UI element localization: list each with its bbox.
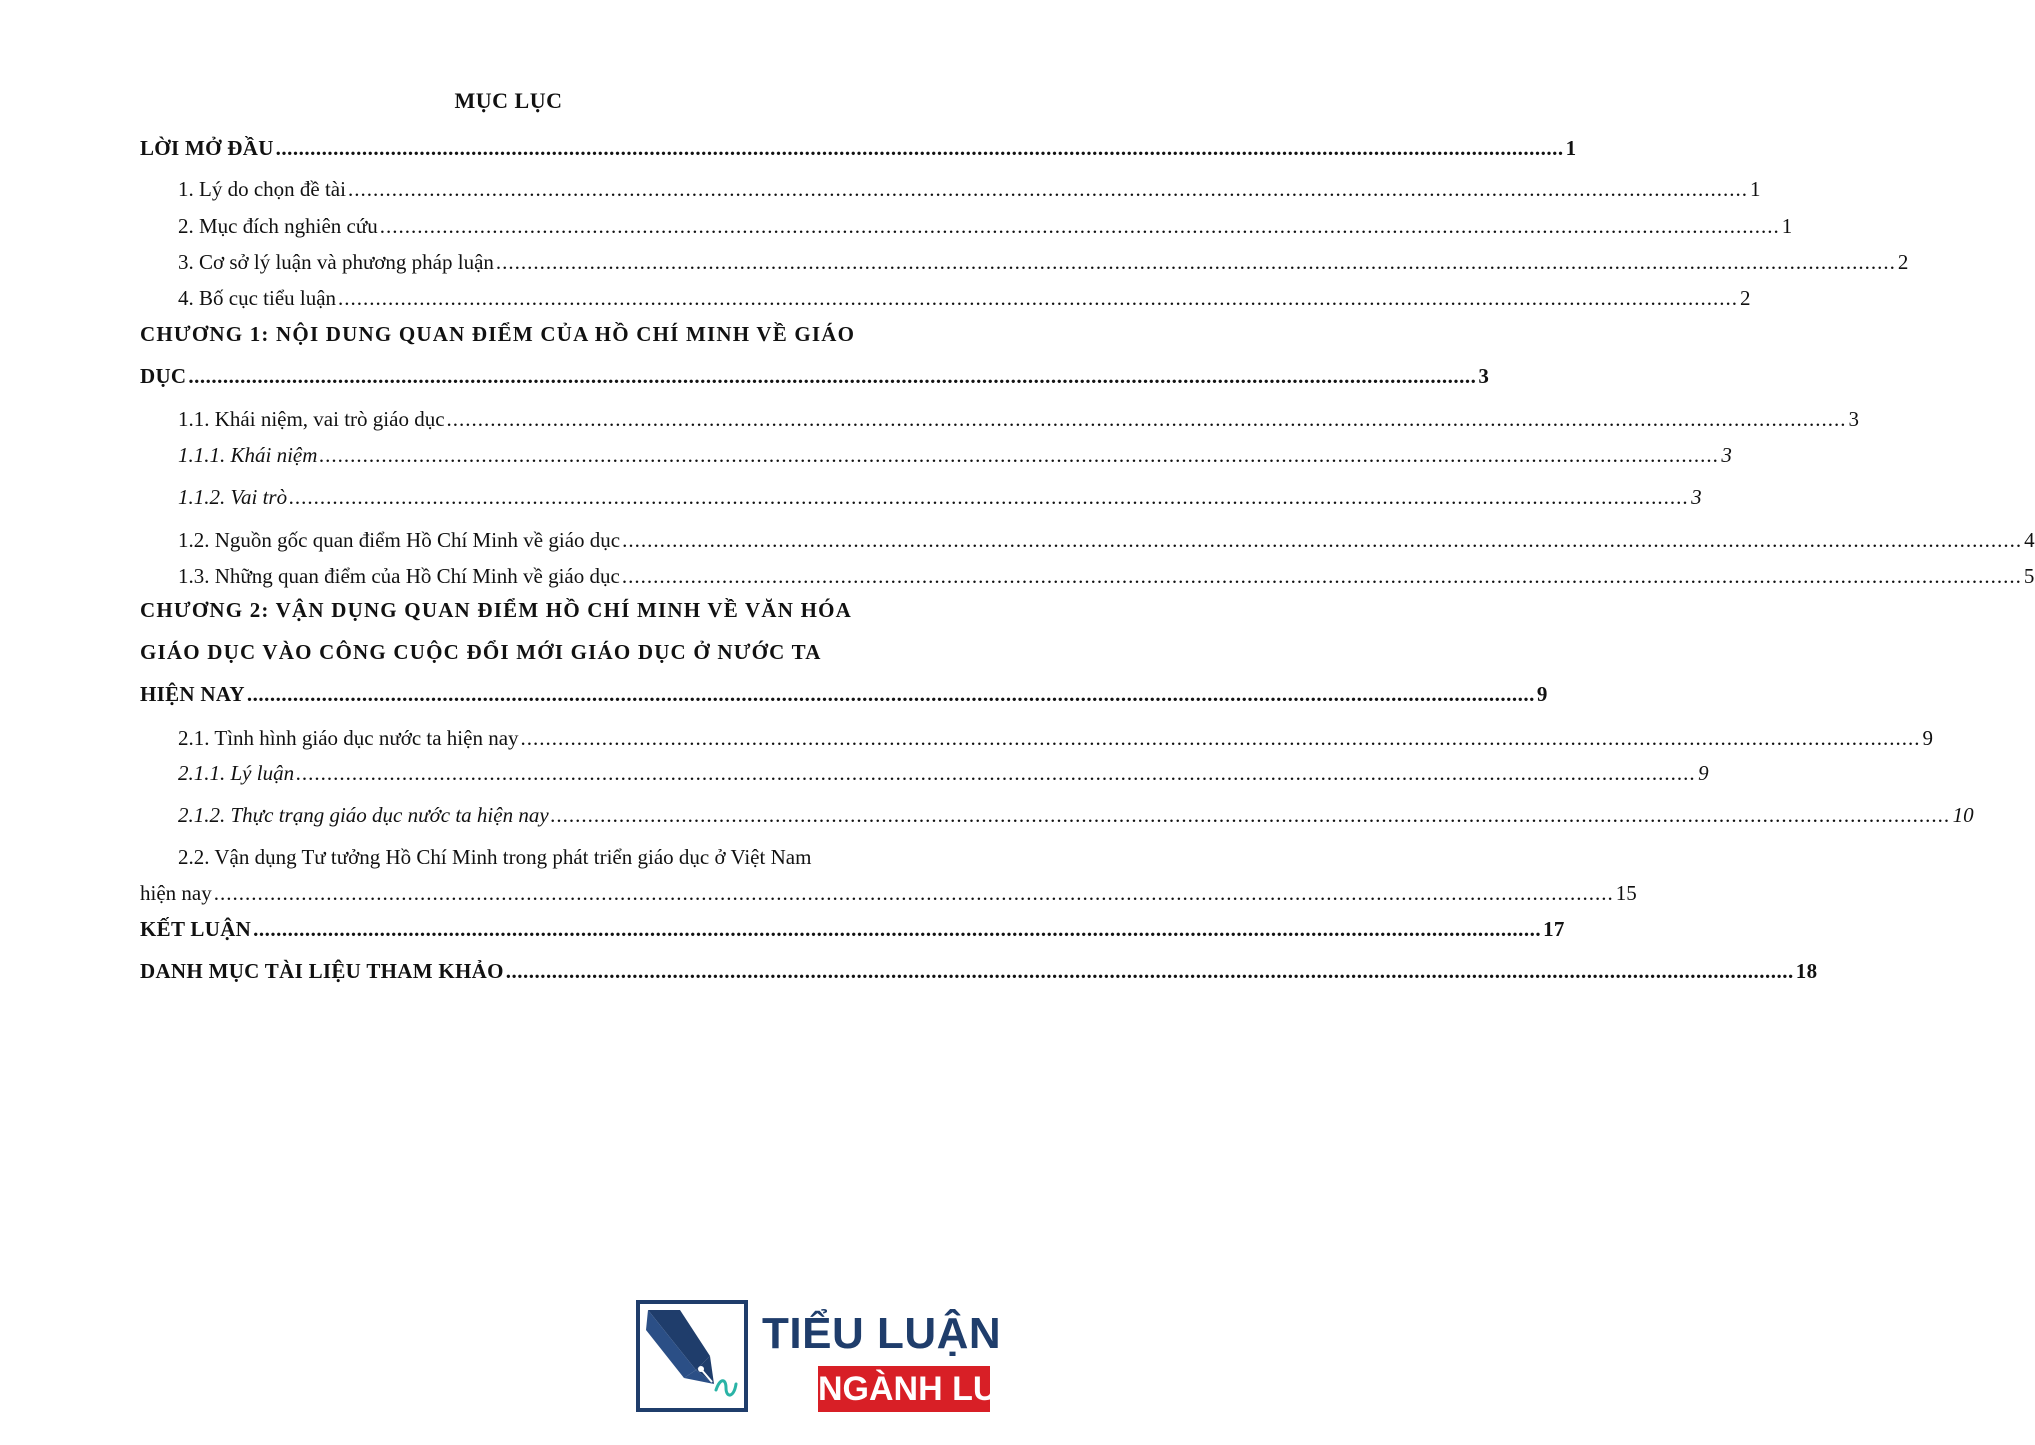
toc-leader-dots	[247, 680, 1535, 708]
toc-entry-text: 1.2. Nguồn gốc quan điểm Hồ Chí Minh về giáo dục	[178, 528, 621, 552]
toc-entry-2-1-2[interactable]	[178, 801, 1974, 829]
toc-entry-1[interactable]	[178, 175, 1761, 203]
toc-leader-dots	[289, 483, 1689, 511]
toc-entry-2[interactable]	[178, 212, 1793, 240]
toc-page-number: 15	[1615, 881, 1637, 905]
toc-entry-text: LỜI MỞ ĐẦU	[140, 136, 274, 160]
toc-entry-text: 2.1.2. Thực trạng giáo dục nước ta hiện nay	[178, 803, 549, 827]
toc-page-number: 3	[1721, 443, 1732, 467]
toc-leader-dots	[380, 212, 1780, 240]
toc-page-number: 9	[1698, 761, 1709, 785]
toc-entry-1-2[interactable]	[178, 526, 2035, 554]
logo-top-text: TIỂU LUẬN	[762, 1309, 1002, 1358]
toc-leader-dots	[319, 441, 1719, 469]
toc-entry-text: 1.1. Khái niệm, vai trò giáo dục	[178, 407, 445, 431]
toc-page-number: 2	[1740, 286, 1751, 310]
toc-leader-dots	[253, 915, 1541, 943]
toc-page-number: 1	[1565, 136, 1577, 160]
toc-entry-3[interactable]	[178, 248, 1909, 276]
toc-entry-2-1[interactable]	[178, 724, 1934, 752]
toc-entry-text: 3. Cơ sở lý luận và phương pháp luận	[178, 250, 494, 274]
toc-page-number: 3	[1691, 485, 1702, 509]
page-title: MỤC LỤC	[454, 88, 563, 113]
toc-leader-dots	[521, 724, 1921, 752]
toc-entry-text: 2.1. Tình hình giáo dục nước ta hiện nay	[178, 726, 519, 750]
toc-leader-dots	[622, 562, 2022, 590]
toc-entry-text: DANH MỤC TÀI LIỆU THAM KHẢO	[140, 959, 504, 983]
toc-chapter-2-line2[interactable]: GIÁO DỤC VÀO CÔNG CUỘC ĐỔI MỚI GIÁO DỤC Ở NƯỚC TA	[140, 640, 822, 664]
toc-entry-2-2[interactable]	[140, 879, 1637, 907]
toc-leader-dots	[214, 879, 1614, 907]
toc-entry-1-1[interactable]	[178, 405, 1860, 433]
toc-page-number: 1	[1781, 214, 1793, 238]
toc-chapter-2-line1[interactable]: CHƯƠNG 2: VẬN DỤNG QUAN ĐIỂM HỒ CHÍ MINH VỀ VĂN HÓA	[140, 598, 853, 622]
toc-entry-chapter-2[interactable]	[140, 680, 1548, 708]
toc-entry-chapter-1[interactable]	[140, 362, 1490, 390]
toc-entry-text: DỤC	[140, 364, 187, 388]
toc-entry-2-1-1[interactable]	[178, 759, 1709, 787]
toc-entry-4[interactable]	[178, 284, 1751, 312]
toc-leader-dots	[551, 801, 1951, 829]
toc-entry-text: hiện nay	[140, 881, 212, 905]
toc-leader-dots	[496, 248, 1896, 276]
toc-entry-text: 1. Lý do chọn đề tài	[178, 177, 346, 201]
toc-leader-dots	[338, 284, 1738, 312]
brand-logo	[636, 1300, 1043, 1418]
toc-page-number: 5	[2023, 564, 2035, 588]
logo-bottom-text: NGÀNH LUẬT	[818, 1366, 990, 1412]
toc-leader-dots	[348, 175, 1748, 203]
toc-page-number: 4	[2024, 528, 2035, 552]
toc-entry-intro[interactable]	[140, 134, 1577, 162]
toc-leader-dots	[622, 526, 2022, 554]
toc-entry-text: 2.1.1. Lý luận	[178, 761, 295, 785]
toc-entry-1-3[interactable]	[178, 562, 2035, 590]
toc-page-number: 10	[1952, 803, 1974, 827]
toc-page-number: 9	[1922, 726, 1934, 750]
toc-entry-text: 4. Bố cục tiểu luận	[178, 286, 337, 310]
toc-entry-2-2-line1[interactable]: 2.2. Vận dụng Tư tưởng Hồ Chí Minh trong phát triển giáo dục ở Việt Nam	[178, 845, 812, 869]
toc-page-number: 1	[1749, 177, 1761, 201]
toc-entry-1-1-1[interactable]	[178, 441, 1732, 469]
toc-leader-dots	[447, 405, 1847, 433]
toc-page-number: 2	[1897, 250, 1909, 274]
toc-leader-dots	[276, 134, 1564, 162]
toc-entry-text: HIỆN NAY	[140, 682, 245, 706]
toc-page-number: 3	[1478, 364, 1490, 388]
toc-entry-text: 1.1.1. Khái niệm	[178, 443, 318, 467]
toc-entry-references[interactable]	[140, 957, 1818, 985]
toc-page-number: 9	[1536, 682, 1548, 706]
toc-entry-text: 1.1.2. Vai trò	[178, 485, 288, 509]
toc-page-number: 18	[1795, 959, 1818, 983]
toc-entry-1-1-2[interactable]	[178, 483, 1702, 511]
toc-entry-text: KẾT LUẬN	[140, 917, 252, 941]
toc-page-number: 3	[1848, 407, 1860, 431]
toc-entry-text: 2. Mục đích nghiên cứu	[178, 214, 378, 238]
toc-entry-text: 1.3. Những quan điểm của Hồ Chí Minh về giáo dục	[178, 564, 620, 588]
toc-leader-dots	[188, 362, 1476, 390]
toc-chapter-1-line1[interactable]: CHƯƠNG 1: NỘI DUNG QUAN ĐIỂM CỦA HỒ CHÍ MINH VỀ GIÁO	[140, 322, 856, 346]
pen-nib-icon	[636, 1300, 748, 1412]
toc-leader-dots	[296, 759, 1696, 787]
toc-entry-conclusion[interactable]	[140, 915, 1565, 943]
toc-leader-dots	[506, 957, 1794, 985]
toc-page-number: 17	[1543, 917, 1565, 941]
